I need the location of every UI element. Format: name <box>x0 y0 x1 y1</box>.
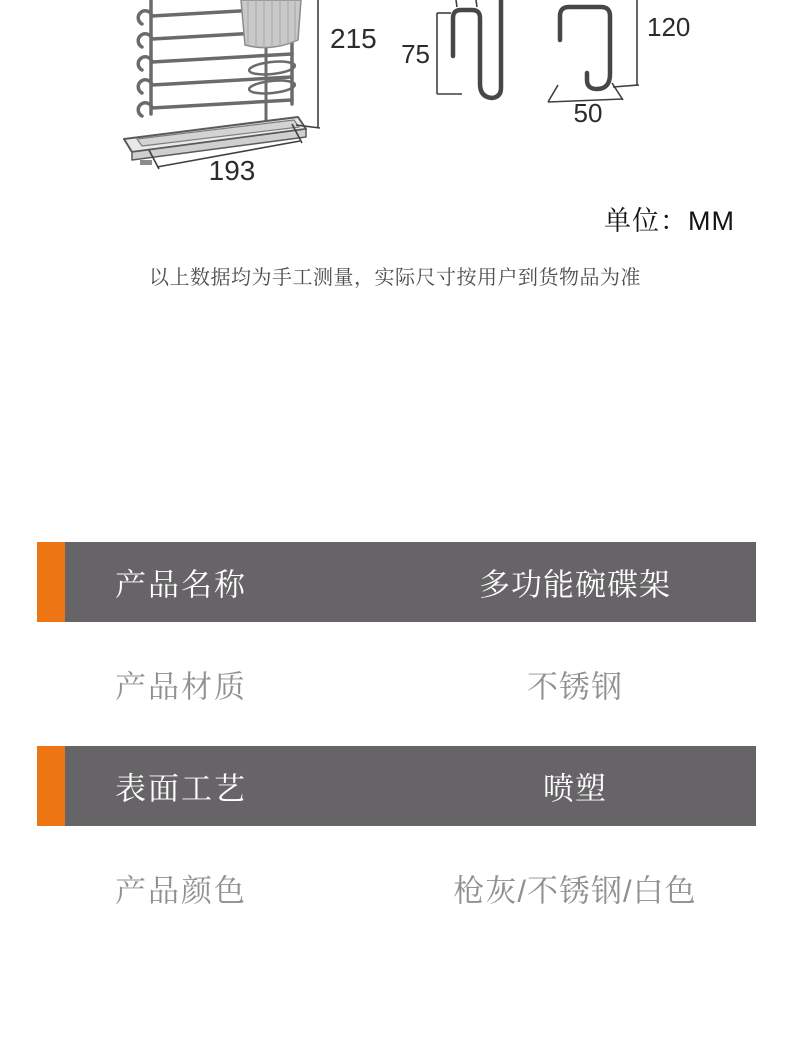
spec-value: 喷塑 <box>543 771 607 807</box>
spec-value: 不锈钢 <box>527 669 623 705</box>
spec-label: 表面工艺 <box>115 771 247 807</box>
large-hook-dimension <box>613 0 639 87</box>
spec-row-product-name <box>0 542 790 622</box>
spec-row-material <box>0 622 790 746</box>
rack-height-value: 215 <box>330 23 377 54</box>
spec-value: 枪灰/不锈钢/白色 <box>453 873 697 909</box>
spec-label: 产品材质 <box>115 669 247 705</box>
spec-row-surface-finish <box>0 746 790 826</box>
small-hook-dimension <box>437 0 477 94</box>
spec-row-color <box>0 826 790 950</box>
large-hook-height-value: 120 <box>647 12 691 42</box>
rack-width-value: 193 <box>208 155 256 186</box>
small-hook-drawing <box>453 0 501 98</box>
orange-accent-bar <box>37 746 65 826</box>
orange-accent-bar <box>37 542 65 622</box>
spec-label: 产品名称 <box>115 567 247 603</box>
large-hook-drawing <box>560 7 610 89</box>
small-hook-height-value: 75 <box>401 39 430 69</box>
spec-label: 产品颜色 <box>115 873 247 909</box>
hook-depth-value: 50 <box>573 98 603 128</box>
spec-value: 多功能碗碟架 <box>479 567 671 603</box>
unit-label: 单位：MM <box>604 206 735 236</box>
utensil-basket <box>241 0 301 48</box>
spec-table <box>0 542 790 950</box>
measurement-note: 以上数据均为手工测量，实际尺寸按用户到货物品为准 <box>149 267 641 289</box>
